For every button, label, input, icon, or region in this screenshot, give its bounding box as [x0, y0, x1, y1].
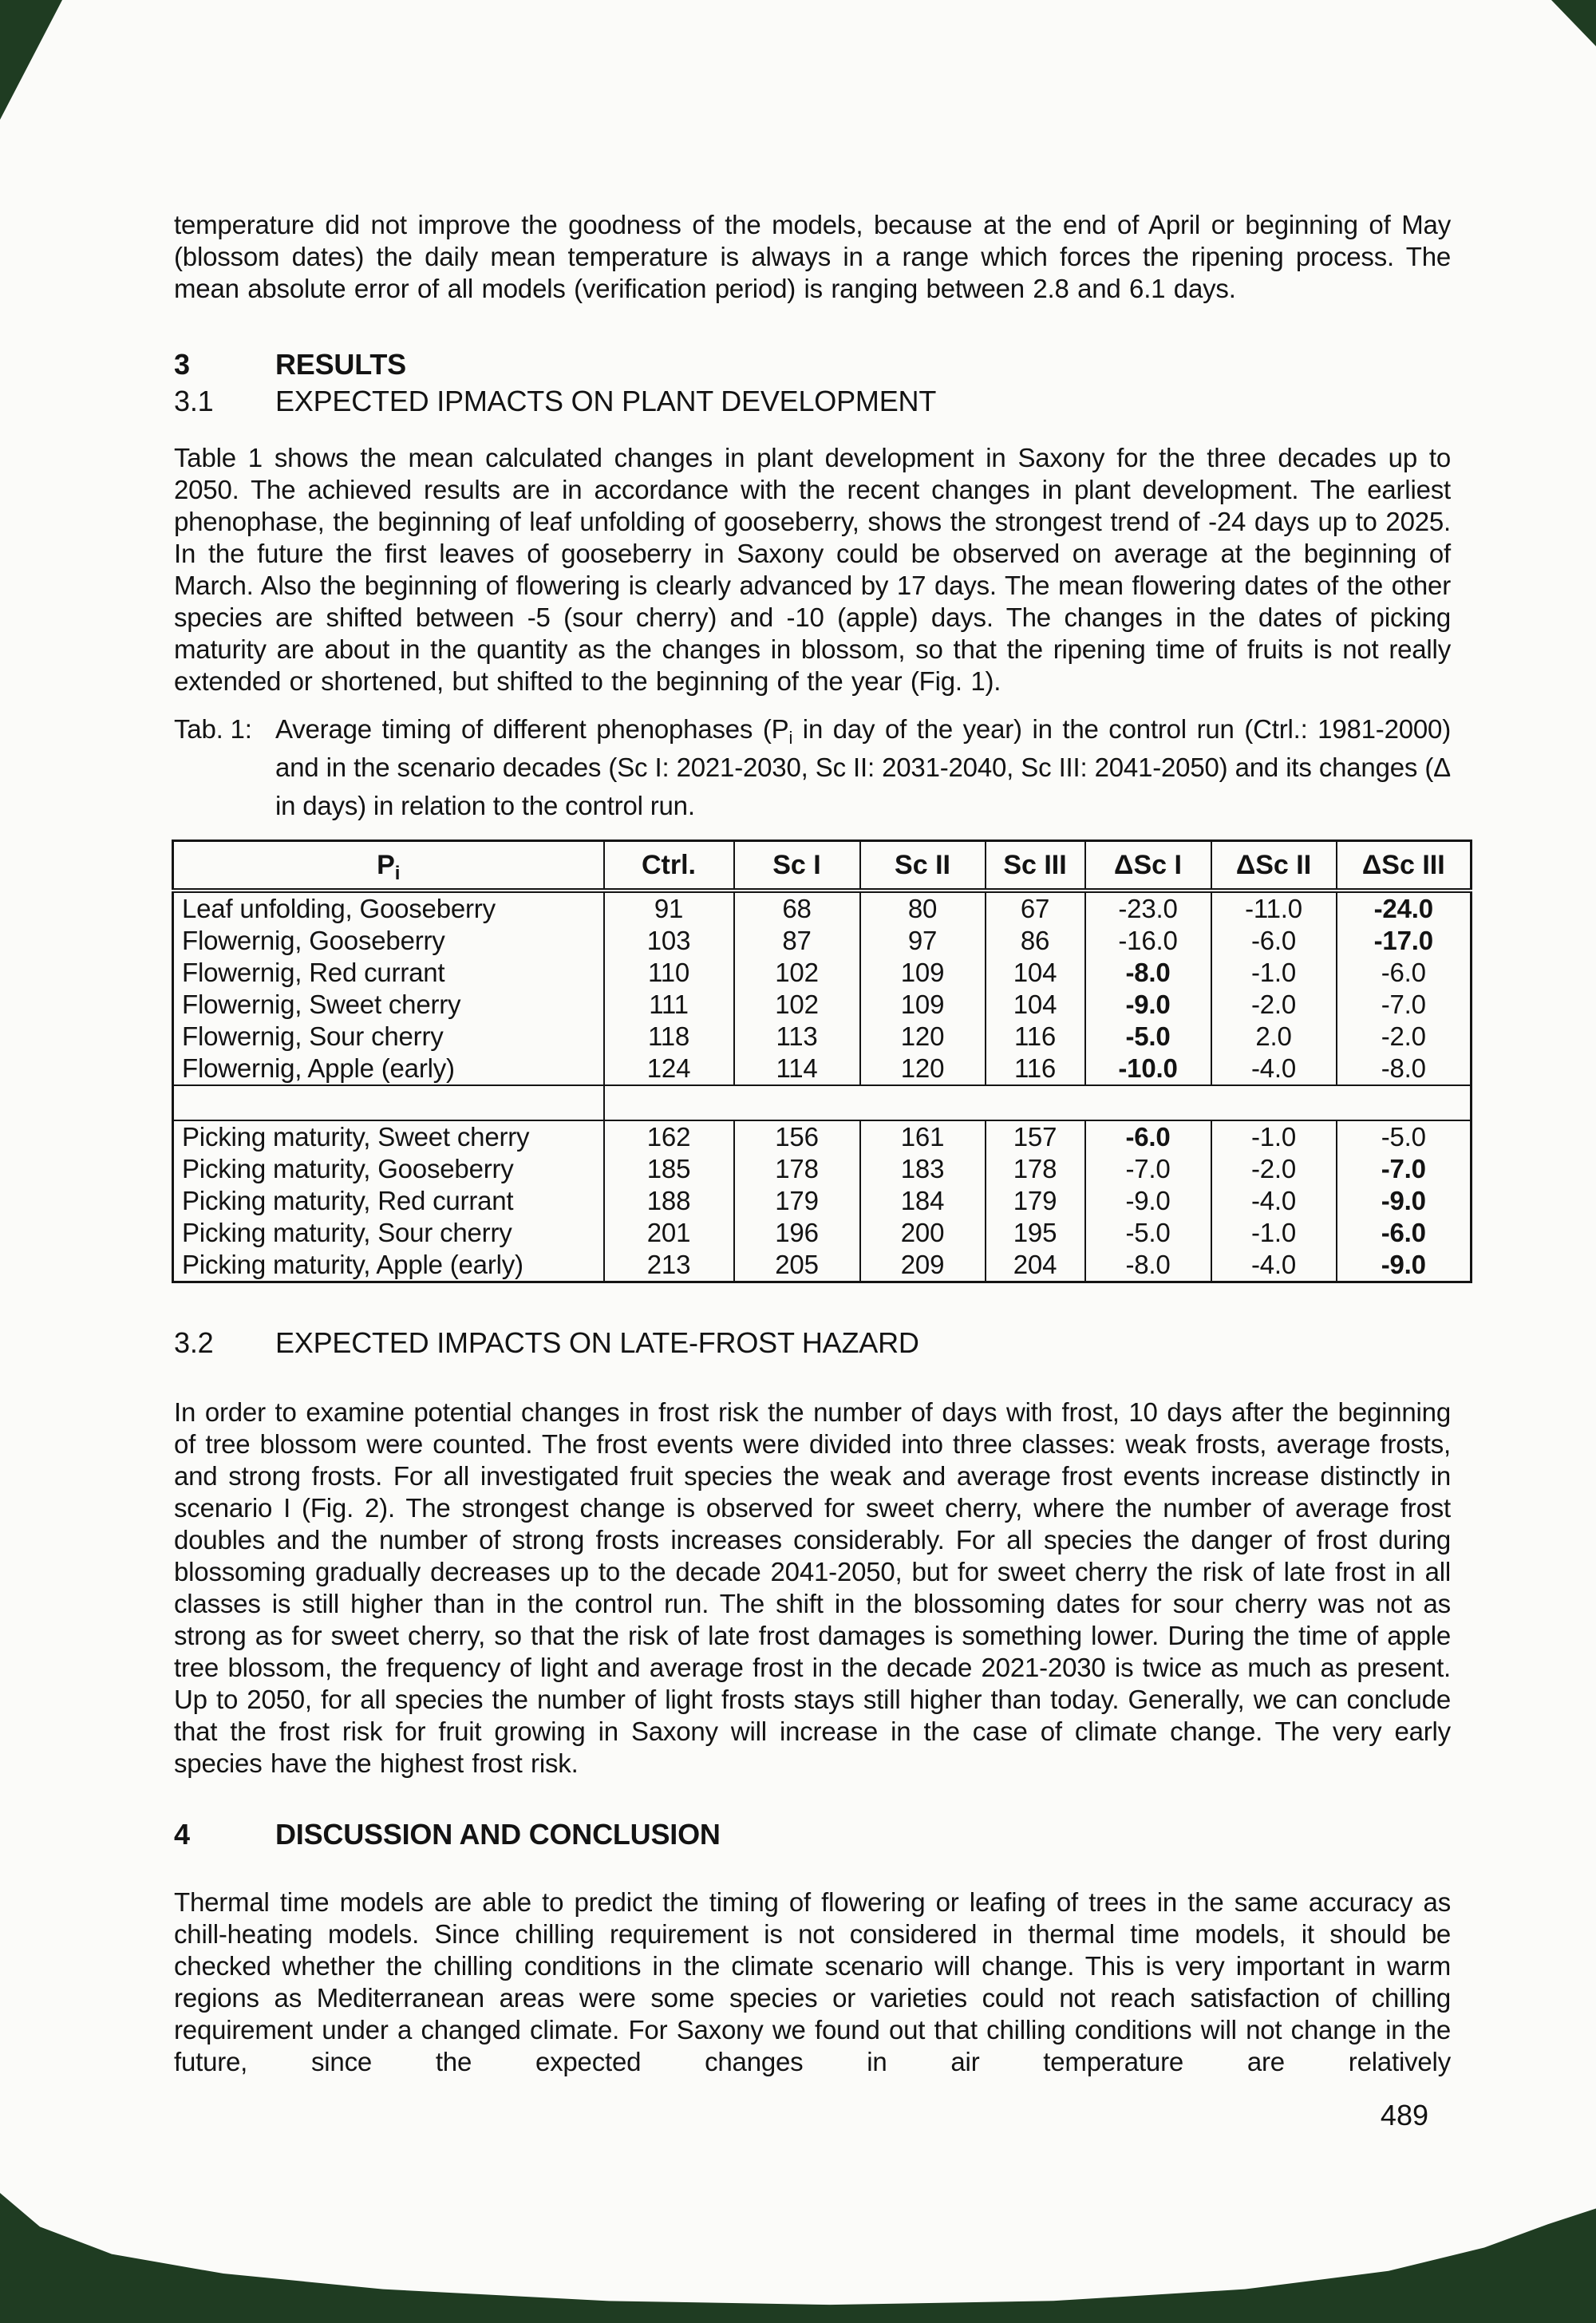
value-cell: -1.0 [1211, 1120, 1337, 1153]
section-number: 4 [174, 1818, 190, 1851]
value-cell: -9.0 [1337, 1249, 1472, 1282]
value-cell: -8.0 [1337, 1053, 1472, 1085]
phenophase-label: Picking maturity, Red currant [173, 1185, 604, 1217]
header-subscript: i [394, 862, 401, 884]
value-cell: 161 [860, 1120, 986, 1153]
caption-text [275, 710, 1451, 825]
value-cell: 156 [734, 1120, 860, 1153]
value-cell: -9.0 [1085, 1185, 1211, 1217]
phenophase-table [172, 840, 1472, 1283]
table-row [173, 1185, 1472, 1217]
paragraph-discussion: Thermal time models are able to predict the timing of flowering or leafing of trees in the same accuracy as chill-heating models. Since chilling requirement is not considered in thermal time models, it should be checked whether the chilling conditions in the climate scenario will change. This is very important in warm regions as Mediterranean areas were some species or varieties could not reach satisfaction of chilling requirement under a changed climate. For Saxony we found out that chilling conditions will not change in the future, since the expected changes in air temperature are relatively [174, 1887, 1451, 2076]
value-cell: 116 [986, 1053, 1085, 1085]
scan-edge-bottom [0, 2193, 1596, 2323]
column-header-dsc1: ΔSc I [1085, 841, 1211, 891]
value-cell: 185 [604, 1153, 734, 1185]
value-cell: 188 [604, 1185, 734, 1217]
section-number: 3.2 [174, 1326, 214, 1359]
value-cell: -4.0 [1211, 1185, 1337, 1217]
value-cell: -17.0 [1337, 925, 1472, 957]
value-cell: 103 [604, 925, 734, 957]
caption-subscript: i [788, 728, 793, 748]
value-cell: -7.0 [1085, 1153, 1211, 1185]
table-row [173, 989, 1472, 1021]
table-row [173, 957, 1472, 989]
value-cell: 178 [986, 1153, 1085, 1185]
value-cell: 110 [604, 957, 734, 989]
caption-text-part: Average timing of different phenophases (P [275, 714, 789, 744]
value-cell: 109 [860, 957, 986, 989]
value-cell: 196 [734, 1217, 860, 1249]
separator-cell [173, 1085, 604, 1120]
value-cell: 116 [986, 1021, 1085, 1053]
section-title: EXPECTED IMPACTS ON LATE-FROST HAZARD [275, 1326, 919, 1359]
value-cell: 2.0 [1211, 1021, 1337, 1053]
value-cell: 68 [734, 891, 860, 925]
caption-label: Tab. 1: [174, 714, 252, 744]
phenophase-label: Picking maturity, Gooseberry [173, 1153, 604, 1185]
value-cell: 109 [860, 989, 986, 1021]
value-cell: 178 [734, 1153, 860, 1185]
phenophase-label: Flowernig, Gooseberry [173, 925, 604, 957]
caption-text-part: in day of the year) in the control run (Ctrl.: 1981-2000) and in the scenario decades (Sc I: 2021-2030, Sc II: 2031-2040, Sc III: 2041-2050) and its changes (Δ in days) in relation to the control run. [275, 714, 1451, 820]
value-cell: -2.0 [1211, 1153, 1337, 1185]
value-cell: -2.0 [1211, 989, 1337, 1021]
value-cell: -7.0 [1337, 989, 1472, 1021]
value-cell: 195 [986, 1217, 1085, 1249]
value-cell: 162 [604, 1120, 734, 1153]
value-cell: -23.0 [1085, 891, 1211, 925]
column-header-sc2: Sc II [860, 841, 986, 891]
value-cell: 114 [734, 1053, 860, 1085]
value-cell: -16.0 [1085, 925, 1211, 957]
section-title: RESULTS [275, 348, 406, 381]
phenophase-label: Flowernig, Sour cherry [173, 1021, 604, 1053]
table-row [173, 1053, 1472, 1085]
table-row [173, 1217, 1472, 1249]
scan-edge-top-right [1551, 0, 1596, 46]
value-cell: 86 [986, 925, 1085, 957]
value-cell: -9.0 [1337, 1185, 1472, 1217]
scan-edge-top-left [0, 0, 62, 120]
table-row [173, 891, 1472, 925]
phenophase-label: Picking maturity, Apple (early) [173, 1249, 604, 1282]
value-cell: -7.0 [1337, 1153, 1472, 1185]
value-cell: -6.0 [1085, 1120, 1211, 1153]
value-cell: -5.0 [1085, 1021, 1211, 1053]
value-cell: 209 [860, 1249, 986, 1282]
value-cell: 104 [986, 989, 1085, 1021]
table-row [173, 925, 1472, 957]
value-cell: 120 [860, 1053, 986, 1085]
value-cell: -10.0 [1085, 1053, 1211, 1085]
value-cell: -24.0 [1337, 891, 1472, 925]
section-title: EXPECTED IPMACTS ON PLANT DEVELOPMENT [275, 385, 937, 417]
value-cell: 120 [860, 1021, 986, 1053]
table-row [173, 1120, 1472, 1153]
table-separator-row [173, 1085, 1472, 1120]
phenophase-label: Leaf unfolding, Gooseberry [173, 891, 604, 925]
section-3-1-heading [174, 383, 1451, 420]
value-cell: 104 [986, 957, 1085, 989]
separator-cell [604, 1085, 1472, 1120]
phenophase-label: Flowernig, Sweet cherry [173, 989, 604, 1021]
value-cell: -6.0 [1337, 957, 1472, 989]
column-header-dsc3: ΔSc III [1337, 841, 1472, 891]
section-3-2-heading [174, 1325, 1451, 1361]
value-cell: 91 [604, 891, 734, 925]
value-cell: -8.0 [1085, 957, 1211, 989]
value-cell: 67 [986, 891, 1085, 925]
value-cell: -1.0 [1211, 957, 1337, 989]
section-4-heading [174, 1816, 1451, 1853]
value-cell: 184 [860, 1185, 986, 1217]
value-cell: -5.0 [1337, 1120, 1472, 1153]
section-number: 3.1 [174, 385, 214, 417]
value-cell: -6.0 [1337, 1217, 1472, 1249]
page-number: 489 [1380, 2099, 1428, 2131]
value-cell: -6.0 [1211, 925, 1337, 957]
column-header-sc3: Sc III [986, 841, 1085, 891]
value-cell: 87 [734, 925, 860, 957]
value-cell: 205 [734, 1249, 860, 1282]
phenophase-label: Picking maturity, Sweet cherry [173, 1120, 604, 1153]
value-cell: 111 [604, 989, 734, 1021]
value-cell: 80 [860, 891, 986, 925]
value-cell: 179 [986, 1185, 1085, 1217]
value-cell: 183 [860, 1153, 986, 1185]
section-title: DISCUSSION AND CONCLUSION [275, 1818, 721, 1851]
value-cell: 118 [604, 1021, 734, 1053]
value-cell: 204 [986, 1249, 1085, 1282]
value-cell: 124 [604, 1053, 734, 1085]
table-header-row [173, 841, 1472, 891]
value-cell: 102 [734, 989, 860, 1021]
value-cell: -4.0 [1211, 1249, 1337, 1282]
value-cell: -5.0 [1085, 1217, 1211, 1249]
table-1-caption [174, 710, 1451, 825]
value-cell: 113 [734, 1021, 860, 1053]
value-cell: -11.0 [1211, 891, 1337, 925]
phenophase-label: Flowernig, Apple (early) [173, 1053, 604, 1085]
table-row [173, 1249, 1472, 1282]
value-cell: -8.0 [1085, 1249, 1211, 1282]
paragraph-frost: In order to examine potential changes in frost risk the number of days with frost, 10 days after the beginning of tree blossom were counted. The frost events were divided into three classes: weak frosts, average frosts, and strong frosts. For all investigated fruit species the weak and average frost events increase distinctly in scenario I (Fig. 2). The strongest change is observed for sweet cherry, where the number of average frost doubles and the number of strong frosts increases considerably. For all species the danger of frost during blossoming gradually decreases up to the decade 2041-2050, but for sweet cherry the risk of late frost in all classes is still higher than in the control run. The shift in the blossoming dates for sour cherry was not as strong as for sweet cherry, so that the risk of late frost damages is something lower. During the time of apple tree blossom, the frequency of light and average frost in the decade 2021-2030 is twice as much as present. Up to 2050, for all species the number of light frosts stays still higher than today. Generally, we can conclude that the frost risk for fruit growing in Saxony will increase in the case of climate change. The very early species have the highest frost risk. [174, 1397, 1451, 1778]
value-cell: 97 [860, 925, 986, 957]
table-row [173, 1021, 1472, 1053]
page-content [174, 0, 1451, 2132]
section-3-heading [174, 346, 1451, 383]
value-cell: -2.0 [1337, 1021, 1472, 1053]
phenophase-label: Flowernig, Red currant [173, 957, 604, 989]
value-cell: -9.0 [1085, 989, 1211, 1021]
value-cell: -1.0 [1211, 1217, 1337, 1249]
value-cell: -4.0 [1211, 1053, 1337, 1085]
paragraph-results: Table 1 shows the mean calculated changes in plant development in Saxony for the three decades up to 2050. The achieved results are in accordance with the recent changes in plant development. The earliest phenophase, the beginning of leaf unfolding of gooseberry, shows the strongest trend of -24 days up to 2025. In the future the first leaves of gooseberry in Saxony could be observed on average at the beginning of March. Also the beginning of flowering is clearly advanced by 17 days. The mean flowering dates of the other species are shifted between -5 (sour cherry) and -10 (apple) days. The changes in the dates of picking maturity are about in the quantity as the changes in blossom, so that the ripening time of fruits is not really extended or shortened, but shifted to the beginning of the year (Fig. 1). [174, 443, 1451, 696]
value-cell: 102 [734, 957, 860, 989]
section-number: 3 [174, 348, 190, 381]
table-row [173, 1153, 1472, 1185]
value-cell: 179 [734, 1185, 860, 1217]
column-header-ctrl: Ctrl. [604, 841, 734, 891]
value-cell: 213 [604, 1249, 734, 1282]
phenophase-label: Picking maturity, Sour cherry [173, 1217, 604, 1249]
paragraph-intro: temperature did not improve the goodness of the models, because at the end of April or beginning of May (blossom dates) the daily mean temperature is always in a range which forces the ripening process. The mean absolute error of all models (verification period) is ranging between 2.8 and 6.1 days. [174, 210, 1451, 303]
value-cell: 157 [986, 1120, 1085, 1153]
value-cell: 201 [604, 1217, 734, 1249]
column-header-pi [173, 841, 604, 891]
column-header-dsc2: ΔSc II [1211, 841, 1337, 891]
column-header-sc1: Sc I [734, 841, 860, 891]
value-cell: 200 [860, 1217, 986, 1249]
header-text: P [377, 849, 395, 880]
